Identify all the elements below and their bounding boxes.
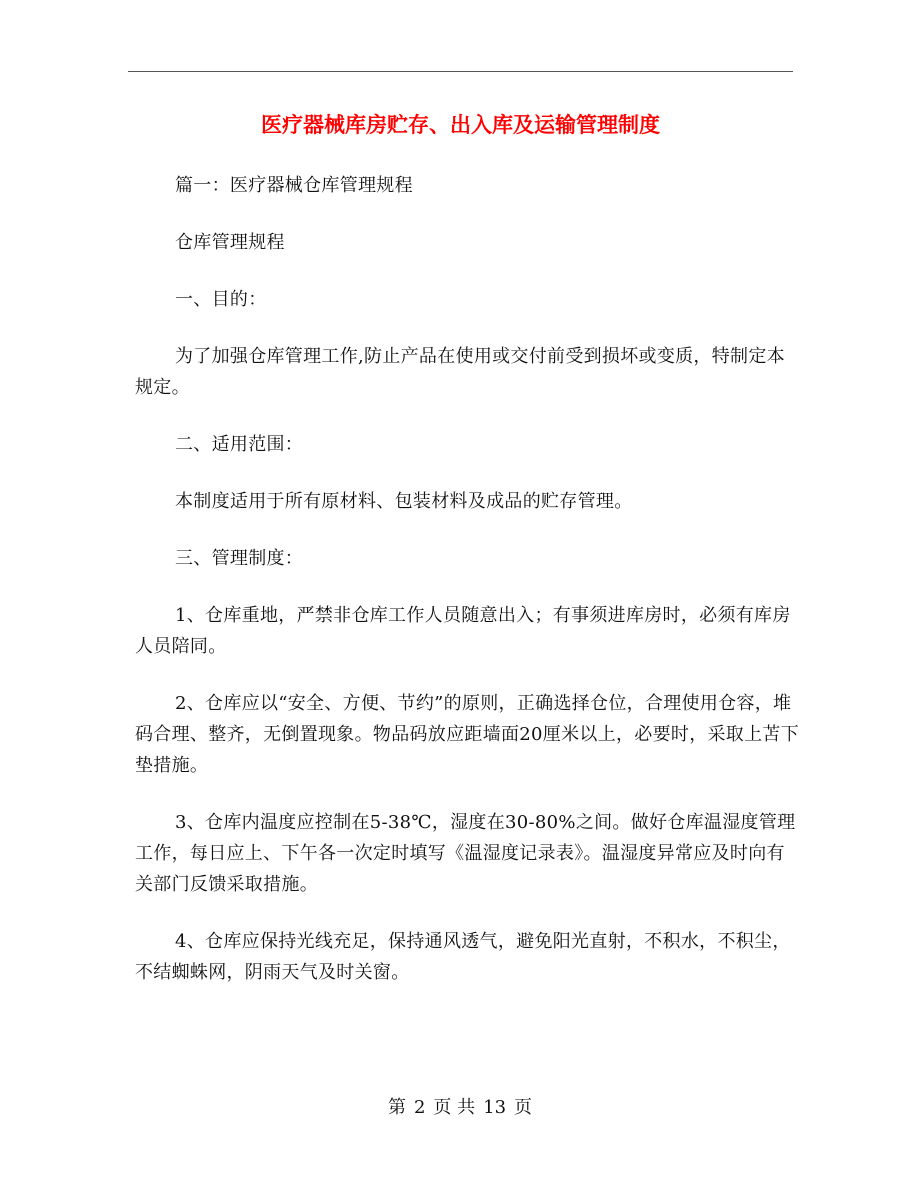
- document-title: 医疗器械库房贮存、出入库及运输管理制度: [261, 112, 660, 137]
- document-body: [135, 170, 800, 1014]
- paragraph-section-title: 仓库管理规程: [175, 232, 285, 253]
- header-rule: [128, 71, 793, 72]
- paragraph-purpose: 为了加强仓库管理工作,防止产品在使用或交付前受到损坏或变质，特制定本规定。: [135, 346, 785, 398]
- footer-total-pages: 13: [483, 1097, 507, 1118]
- paragraph-heading-scope: 二、适用范围：: [175, 434, 304, 455]
- footer-prefix: 第: [387, 1097, 406, 1118]
- footer-current-page: 2: [413, 1097, 426, 1118]
- page-number-footer: [0, 1093, 920, 1123]
- paragraph-rule-1: 1、仓库重地，严禁非仓库工作人员随意出入；有事须进库房时，必须有库房人员陪同。: [135, 605, 791, 657]
- paragraph-scope: 本制度适用于所有原材料、包装材料及成品的贮存管理。: [175, 491, 633, 512]
- paragraph-rule-4: 4、仓库应保持光线充足，保持通风透气，避免阳光直射，不积水，不积尘，不结蜘蛛网，阴雨天气及时关窗。: [135, 931, 791, 983]
- footer-suffix: 页: [514, 1097, 533, 1118]
- paragraph-heading-purpose: 一、目的：: [175, 289, 267, 310]
- paragraph-part-heading: 篇一：医疗器械仓库管理规程: [175, 175, 413, 196]
- paragraph-heading-rules: 三、管理制度：: [175, 548, 304, 569]
- footer-mid: 页 共: [433, 1097, 476, 1118]
- paragraph-rule-2: 2、仓库应以“安全、方便、节约”的原则，正确选择仓位，合理使用仓容，堆码合理、整齐，无倒置现象。物品码放应距墙面20厘米以上，必要时，采取上苫下垫措施。: [135, 693, 800, 776]
- paragraph-rule-3: 3、仓库内温度应控制在5-38℃，湿度在30-80%之间。做好仓库温湿度管理工作，每日应上、下午各一次定时填写《温湿度记录表》。温湿度异常应及时向有关部门反馈采取措施。: [135, 812, 796, 895]
